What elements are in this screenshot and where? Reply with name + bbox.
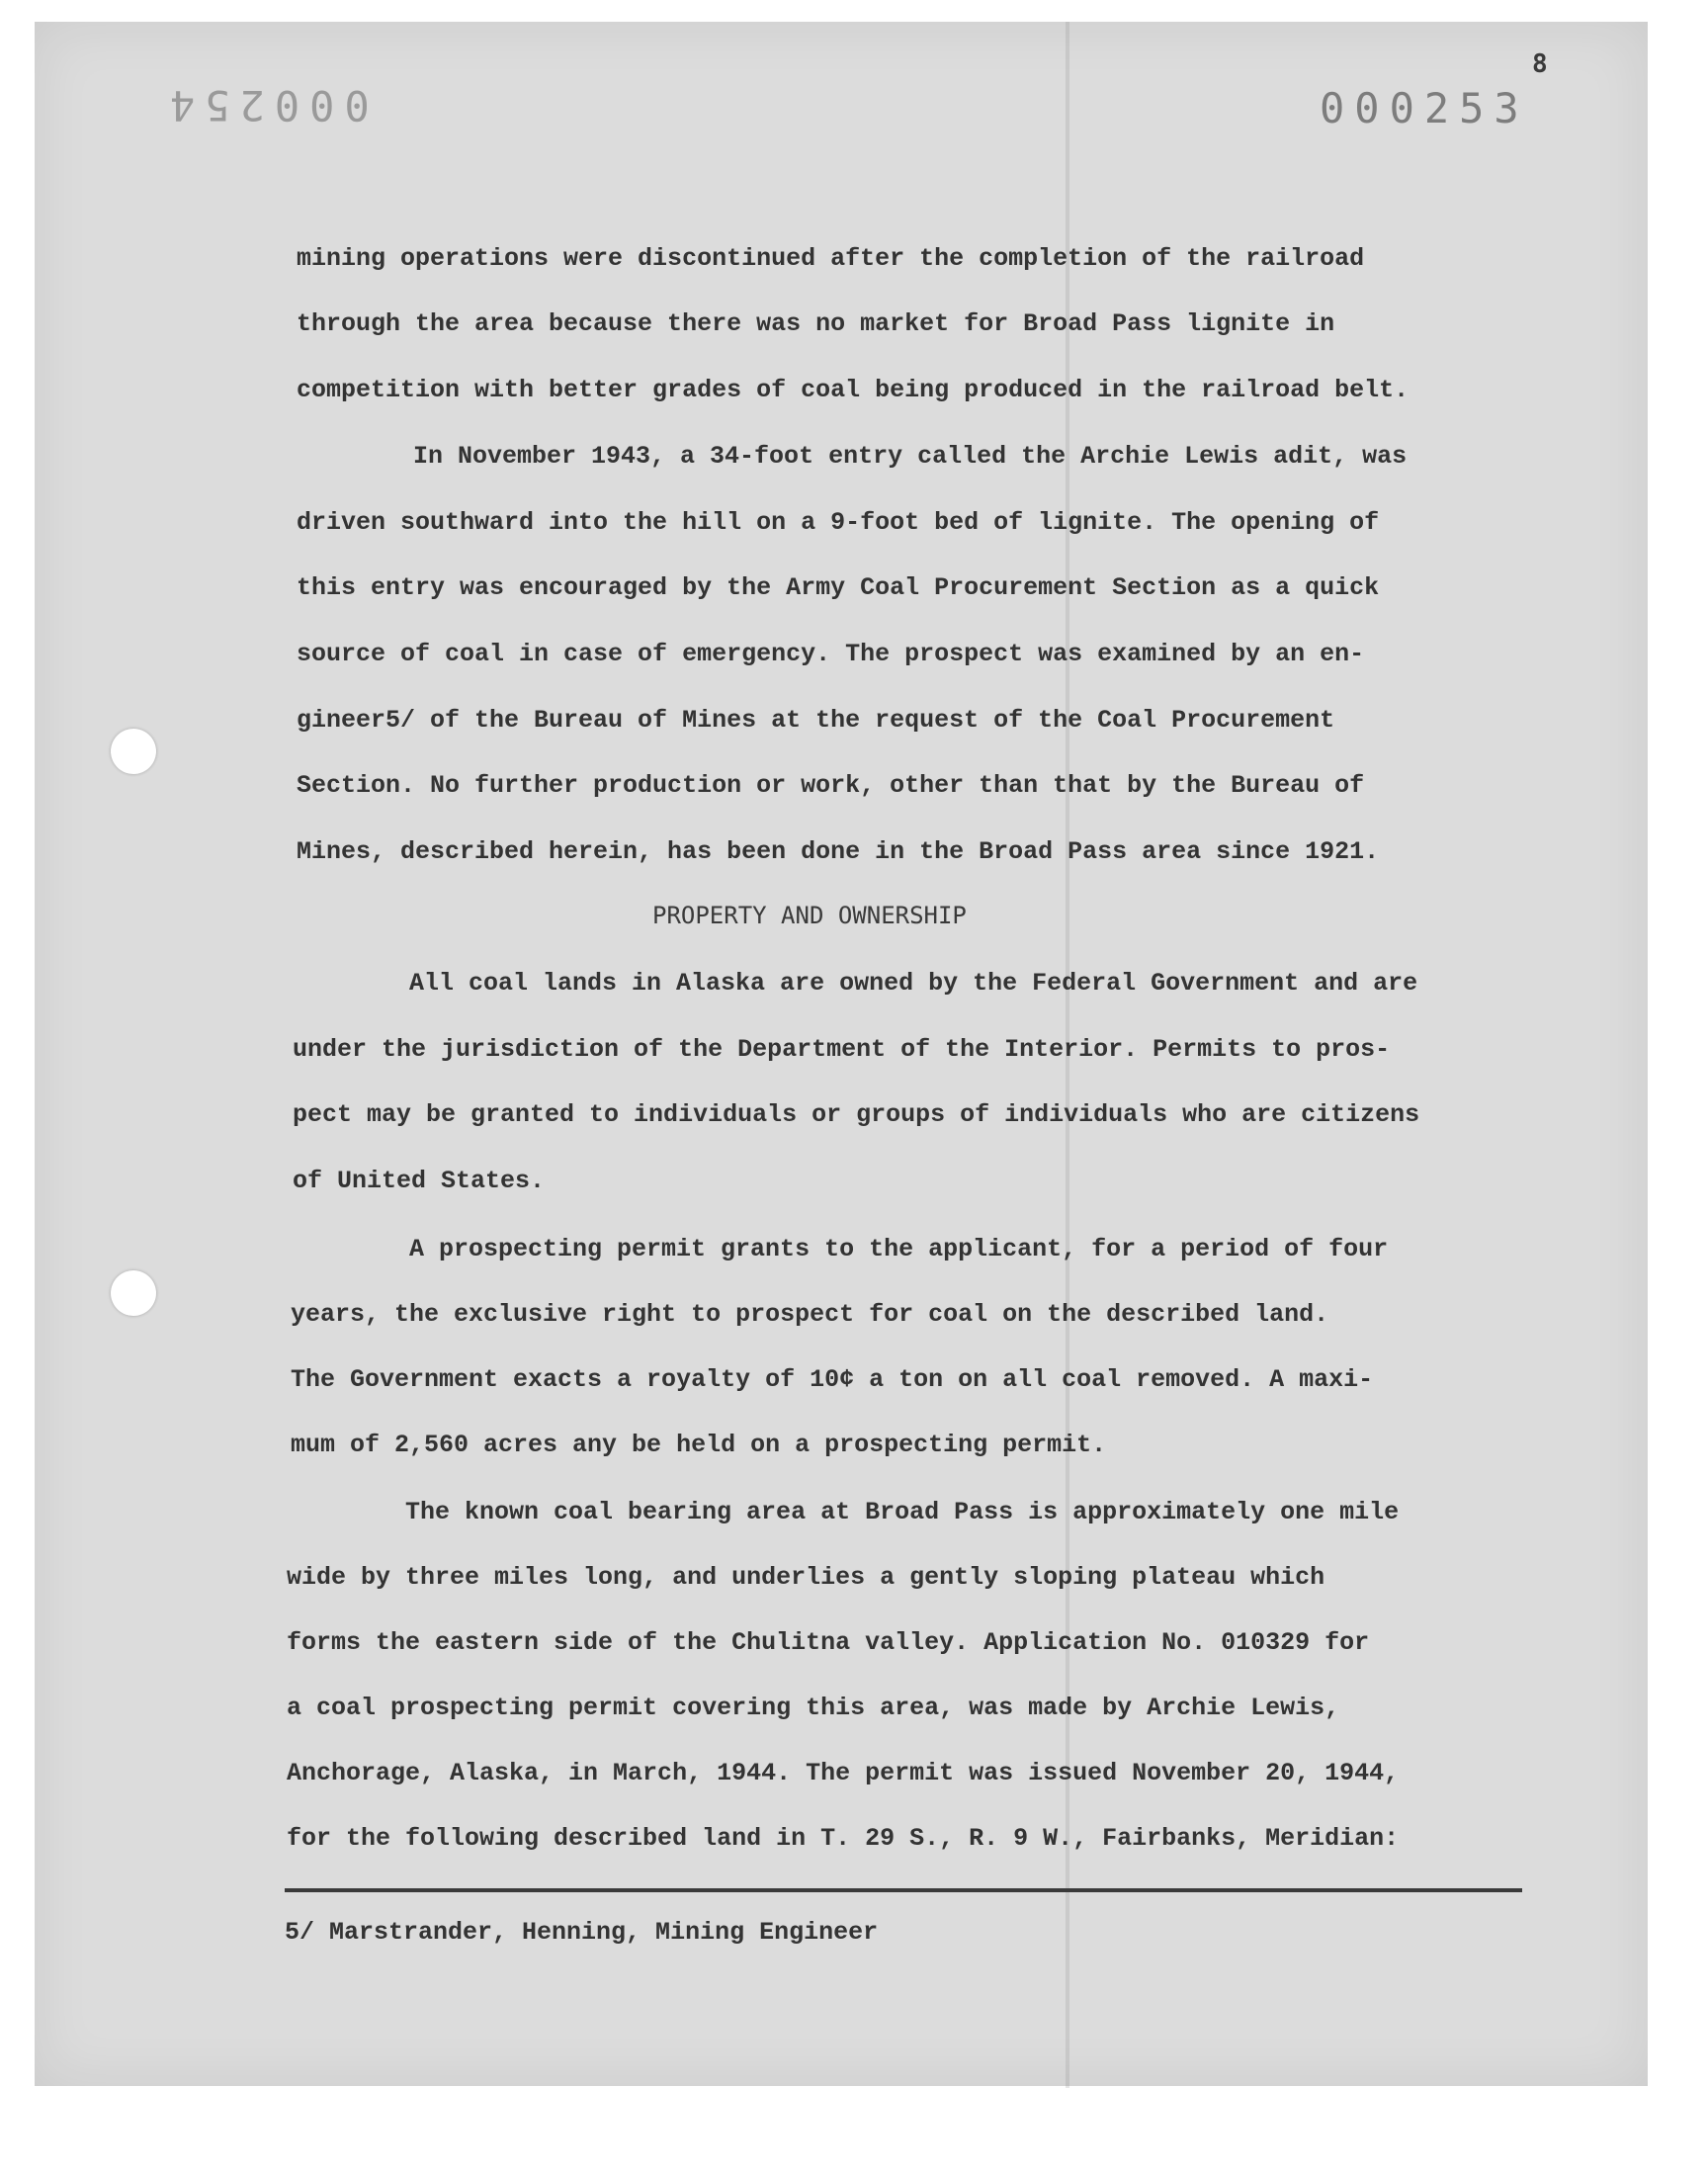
text-line-15: of United States.: [293, 1167, 546, 1195]
bates-stamp: 000253: [1320, 84, 1529, 132]
text-line-21: wide by three miles long, and underlies a gently sloping plateau which: [287, 1563, 1325, 1592]
text-line-14: pect may be granted to individuals or groups of individuals who are citizens: [293, 1100, 1420, 1129]
text-line-24: Anchorage, Alaska, in March, 1944. The permit was issued November 20, 1944,: [287, 1759, 1400, 1787]
page-number: 8: [1532, 49, 1548, 79]
text-line-1: mining operations were discontinued after the completion of the railroad: [297, 244, 1365, 273]
text-line-3: competition with better grades of coal being produced in the railroad belt.: [297, 376, 1409, 404]
text-line-5: driven southward into the hill on a 9-foot bed of lignite. The opening of: [297, 508, 1380, 537]
text-line-23: a coal prospecting permit covering this area, was made by Archie Lewis,: [287, 1694, 1340, 1722]
text-line-16: A prospecting permit grants to the applicant, for a period of four: [409, 1235, 1389, 1263]
punch-hole-upper: [111, 729, 156, 774]
text-line-6: this entry was encouraged by the Army Coal Procurement Section as a quick: [297, 573, 1380, 602]
text-line-20: The known coal bearing area at Broad Pass is approximately one mile: [405, 1498, 1400, 1526]
text-line-9: Section. No further production or work, other than that by the Bureau of: [297, 771, 1365, 800]
text-line-13: under the jurisdiction of the Department of the Interior. Permits to pros-: [293, 1035, 1391, 1064]
text-line-12: All coal lands in Alaska are owned by the Federal Government and are: [409, 969, 1418, 998]
footnote: 5/ Marstrander, Henning, Mining Engineer: [285, 1918, 879, 1947]
section-heading: PROPERTY AND OWNERSHIP: [652, 902, 967, 929]
text-line-7: source of coal in case of emergency. The prospect was examined by an en-: [297, 640, 1365, 668]
text-line-4: In November 1943, a 34-foot entry called the Archie Lewis adit, was: [413, 442, 1408, 471]
text-line-19: mum of 2,560 acres any be held on a prospecting permit.: [291, 1431, 1107, 1459]
mirrored-bates-stamp: 000254: [160, 81, 370, 130]
text-line-25: for the following described land in T. 29 S., R. 9 W., Fairbanks, Meridian:: [287, 1824, 1400, 1853]
text-line-8: gineer5/ of the Bureau of Mines at the request of the Coal Procurement: [297, 706, 1335, 735]
footnote-rule: [285, 1888, 1522, 1892]
text-line-10: Mines, described herein, has been done in the Broad Pass area since 1921.: [297, 837, 1380, 866]
text-line-2: through the area because there was no market for Broad Pass lignite in: [297, 309, 1335, 338]
text-line-18: The Government exacts a royalty of 10¢ a ton on all coal removed. A maxi-: [291, 1365, 1374, 1394]
text-line-17: years, the exclusive right to prospect for coal on the described land.: [291, 1300, 1329, 1329]
punch-hole-lower: [111, 1270, 156, 1316]
text-line-22: forms the eastern side of the Chulitna valley. Application No. 010329 for: [287, 1628, 1370, 1657]
